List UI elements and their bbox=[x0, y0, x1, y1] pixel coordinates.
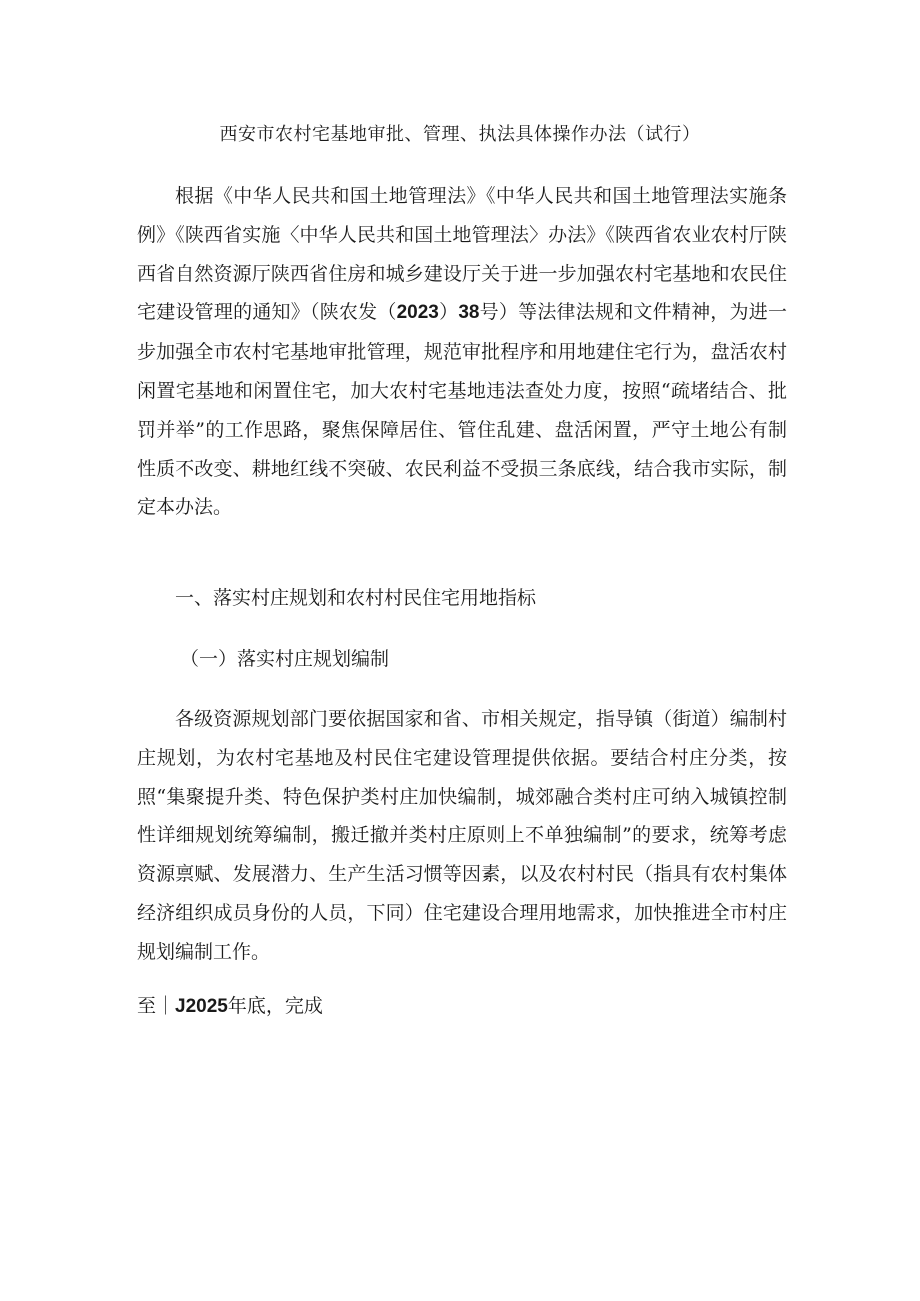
section-1-heading: 一、落实村庄规划和农村村民住宅用地指标 bbox=[175, 587, 537, 609]
intro-text-a: 根据《中华人民共和国土地管理法》《中华人民共和国土地管理法实施条例》《陕西省实施〈中华人民共和国土地管理法〉办法》《陕西省农业农村厅陕西省自然资源厅陕西省住房和城乡建设厅关于进一步加强农村宅基地和农民住宅建设管理的通知》（陕农发（ bbox=[137, 185, 787, 324]
intro-paragraph bbox=[137, 177, 787, 527]
last-line-year: J2025 bbox=[175, 996, 228, 1017]
intro-text-c: 号）等法律法规和文件精神，为进一步加强全市农村宅基地审批管理，规范审批程序和用地建住宅行为，盘活农村闲置宅基地和闲置住宅，加大农村宅基地违法查处力度，按照“疏堵结合、批罚并举”的工作思路，聚焦保障居住、管住乱建、盘活闲置，严守土地公有制性质不改变、耕地红线不突破、农民利益不受损三条底线，结合我市实际，制定本办法。 bbox=[137, 301, 787, 519]
last-line-prefix: 至｜ bbox=[137, 995, 176, 1017]
subsection-1-heading: （一）落实村庄规划编制 bbox=[180, 648, 390, 670]
intro-year: 2023 bbox=[396, 302, 439, 324]
subsection-1-body: 各级资源规划部门要依据国家和省、市相关规定，指导镇（街道）编制村庄规划，为农村宅基地及村民住宅建设管理提供依据。要结合村庄分类，按照“集聚提升类、特色保护类村庄加快编制，城郊融合类村庄可纳入城镇控制性详细规划统筹编制，搬迁撤并类村庄原则上不单独编制”的要求，统筹考虑资源禀赋、发展潜力、生产生活习惯等因素，以及农村村民（指具有农村集体经济组织成员身份的人员，下同）住宅建设合理用地需求，加快推进全市村庄规划编制工作。 bbox=[137, 708, 787, 963]
last-line-suffix: 年底，完成 bbox=[227, 995, 323, 1017]
document-title: 西安市农村宅基地审批、管理、执法具体操作办法（试行） bbox=[219, 124, 701, 145]
subsection-1-last-line bbox=[137, 993, 323, 1020]
intro-text-b: ） bbox=[438, 301, 459, 324]
intro-doc-number: 38 bbox=[458, 302, 480, 324]
